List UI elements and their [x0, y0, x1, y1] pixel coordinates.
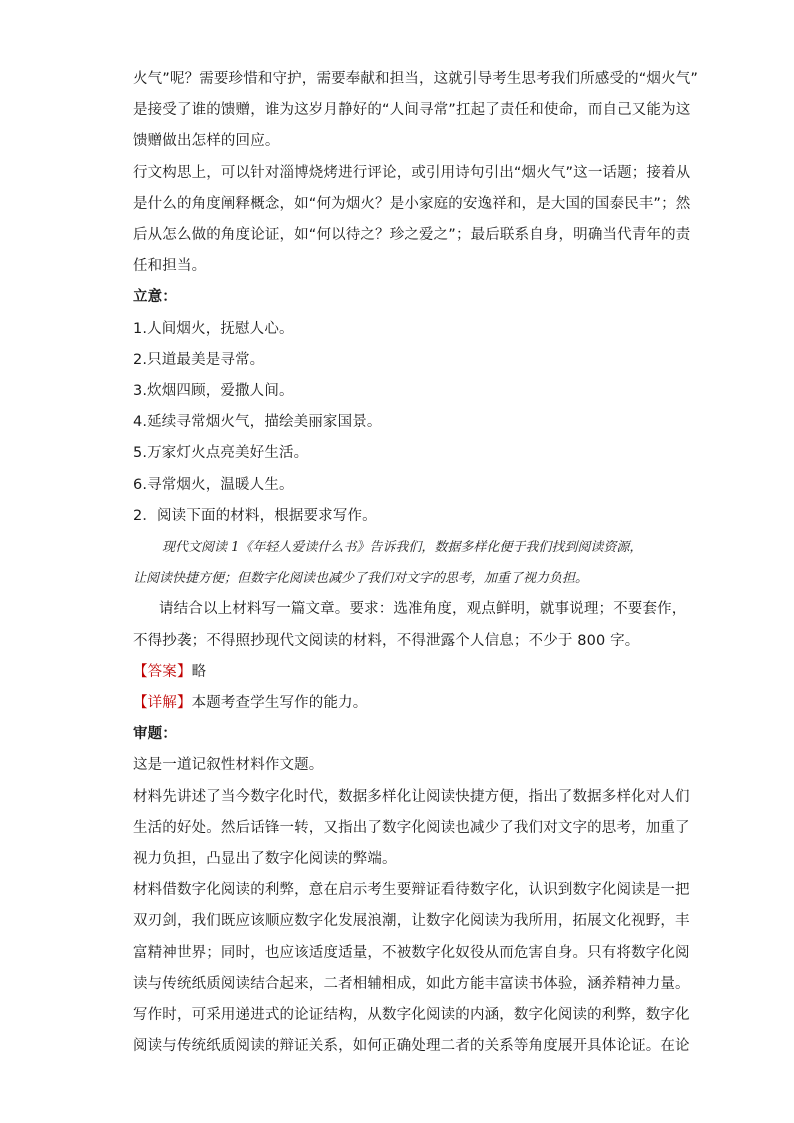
text-line: 行文构思上，可以针对淄博烧烤进行评论，或引用诗句引出“烟火气”这一话题；接着从: [133, 164, 691, 181]
text-line: 双刃剑，我们既应该顺应数字化发展浪潮，让数字化阅读为我所用，拓展文化视野，丰: [133, 913, 690, 930]
answer-tag: 【答案】: [133, 663, 192, 680]
text-line: 阅读与传统纸质阅读的辩证关系，如何正确处理二者的关系等角度展开具体论证。在论: [133, 1038, 690, 1055]
text-line: 馈赠做出怎样的回应。: [133, 133, 280, 150]
text-line: 任和担当。: [133, 258, 207, 275]
text-line: 是什么的角度阐释概念，如“何为烟火？是小家庭的安逸祥和，是大国的国泰民丰”；然: [133, 195, 691, 212]
answer-text: 略: [191, 663, 207, 680]
text-line: 读与传统纸质阅读结合起来，二者相辅相成，如此方能丰富读书体验，涵养精神力量。: [133, 975, 690, 992]
list-item: 6.寻常烟火，温暖人生。: [133, 476, 294, 493]
requirement-line: 请结合以上材料写一篇文章。要求：选准角度，观点鲜明，就事说理；不要套作，: [159, 601, 687, 618]
detail-text: 本题考查学生写作的能力。: [191, 695, 368, 712]
text-line: 写作时，可采用递进式的论证结构，从数字化阅读的内涵，数字化阅读的利弊，数字化: [133, 1007, 690, 1024]
answer-line: [133, 657, 663, 688]
text-line: 材料先讲述了当今数字化时代，数据多样化让阅读快捷方便，指出了数据多样化对人们: [133, 788, 690, 805]
requirement-block: [133, 594, 687, 656]
text-line: 视力负担，凸显出了数字化阅读的弊端。: [133, 851, 397, 868]
intro-paragraph: [133, 64, 699, 282]
text-line: 这是一道记叙性材料作文题。: [133, 757, 324, 774]
text-line: 是接受了谁的馈赠，谁为这岁月静好的“人间寻常”扛起了责任和使命，而自己又能为这: [133, 102, 691, 119]
detail-tag: 【详解】: [133, 695, 192, 712]
text-line: 富精神世界；同时，也应该适度适量，不被数字化奴役从而危害自身。只有将数字化阅: [133, 944, 690, 961]
question-title: 2．阅读下面的材料，根据要求写作。: [133, 507, 377, 524]
shenti-heading: 审题：: [133, 726, 177, 743]
list-item: 1.人间烟火，抚慰人心。: [133, 320, 294, 337]
liyi-list: [133, 314, 663, 501]
detail-line: [133, 688, 663, 719]
list-item: 3.炊烟四顾，爱撒人间。: [133, 383, 294, 400]
text-line: 后从怎么做的角度论证，如“何以待之？珍之爱之”；最后联系自身，明确当代青年的责: [133, 227, 691, 244]
list-item: 2.只道最美是寻常。: [133, 351, 265, 368]
list-item: 5.万家灯火点亮美好生活。: [133, 445, 309, 462]
text-line: 生活的好处。然后话锋一转，又指出了数字化阅读也减少了我们对文字的思考，加重了: [133, 819, 690, 836]
analysis-body: [133, 750, 690, 1062]
liyi-heading: 立意：: [133, 289, 177, 306]
requirement-line: 不得抄袭；不得照抄现代文阅读的材料，不得泄露个人信息；不少于 800 字。: [133, 632, 640, 649]
material-block: [133, 532, 663, 594]
material-line: 让阅读快捷方便；但数字化阅读也减少了我们对文字的思考，加重了视力负担。: [133, 571, 589, 587]
text-line: 火气”呢？需要珍惜和守护，需要奉献和担当，这就引导考生思考我们所感受的“烟火气”: [133, 71, 699, 87]
material-line: 现代文阅读 1《年轻人爱读什么书》告诉我们，数据多样化便于我们找到阅读资源，: [162, 540, 643, 556]
document-page: [133, 64, 699, 1063]
list-item: 4.延续寻常烟火气，描绘美丽家国景。: [133, 414, 382, 431]
text-line: 材料借数字化阅读的利弊，意在启示考生要辩证看待数字化，认识到数字化阅读是一把: [133, 882, 690, 899]
